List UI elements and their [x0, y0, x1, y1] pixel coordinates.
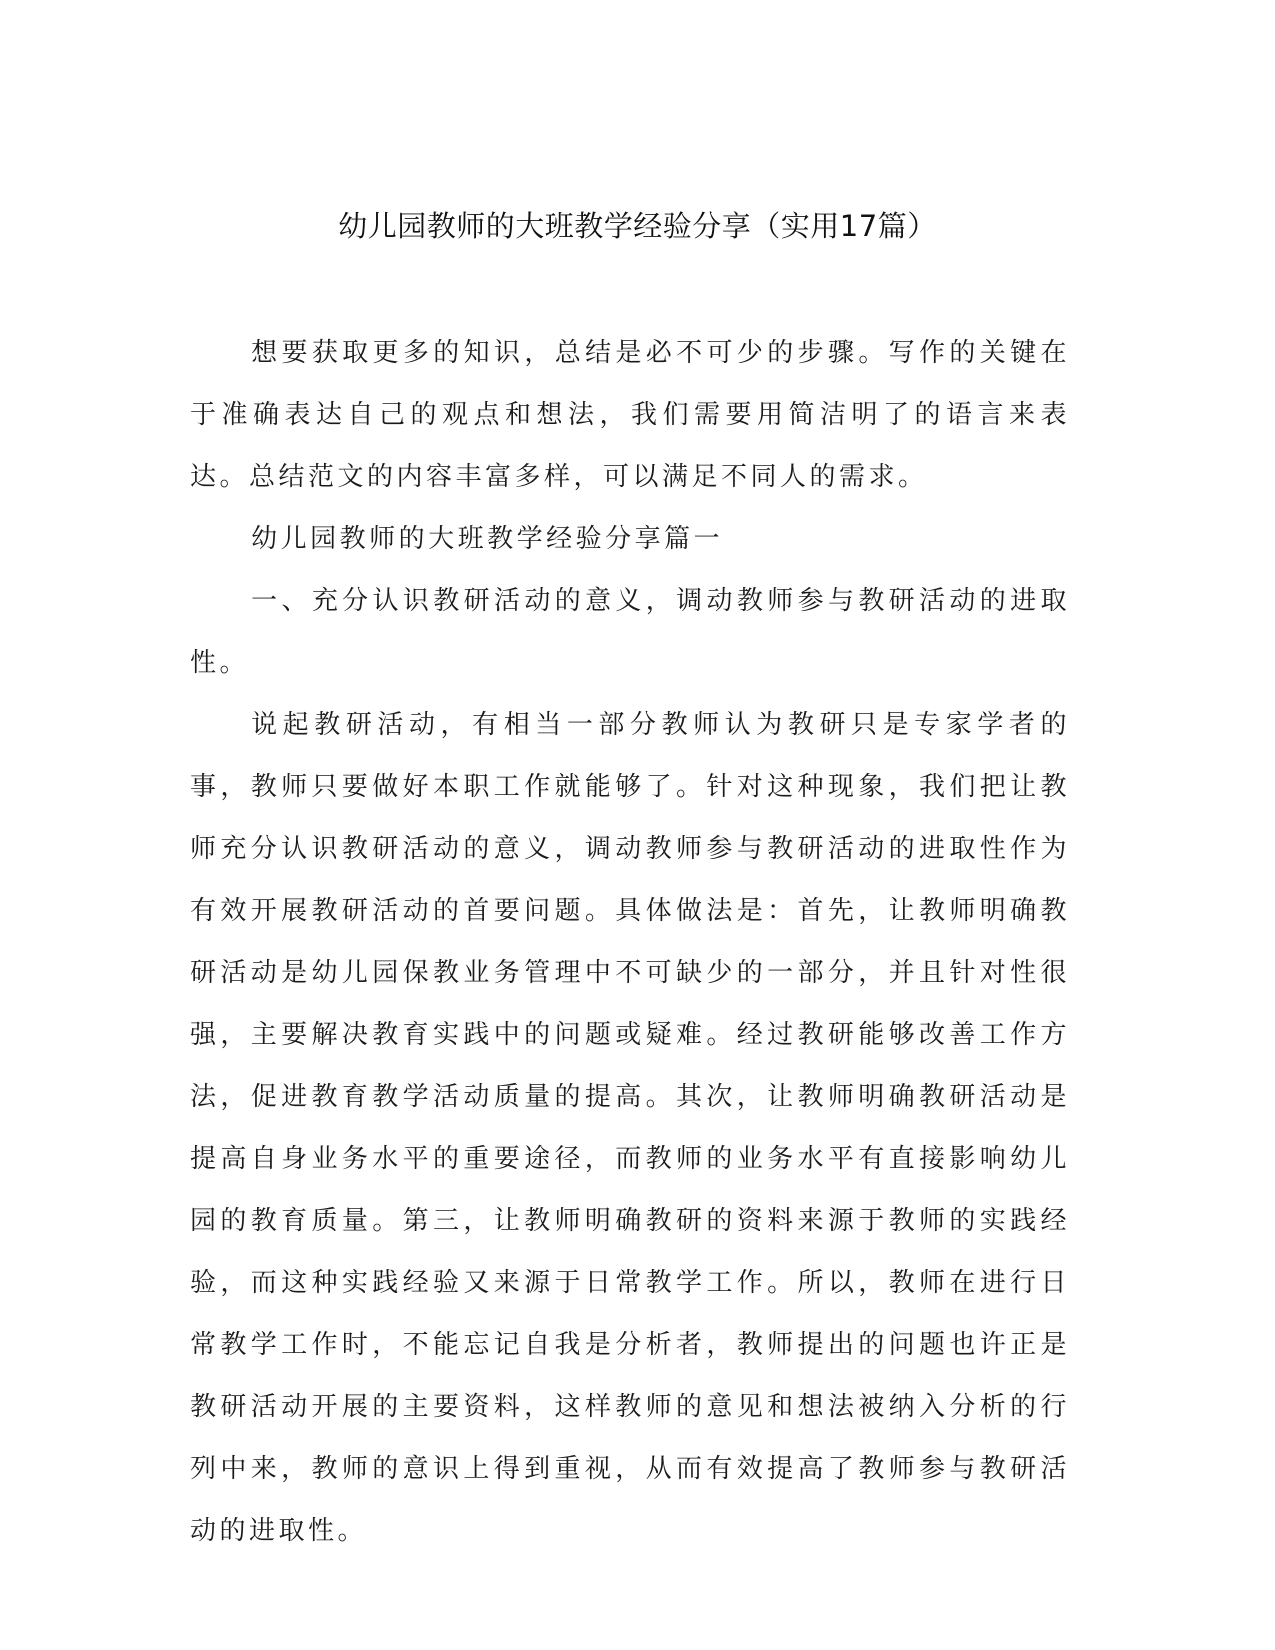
body-paragraph: 说起教研活动，有相当一部分教师认为教研只是专家学者的事，教师只要做好本职工作就能够了。针对这种现象，我们把让教师充分认识教研活动的意义，调动教师参与教研活动的进取性作为有效开展教研活动的首要问题。具体做法是：首先，让教师明确教研活动是幼儿园保教业务管理中不可缺少的一部分，并且针对性很强，主要解决教育实践中的问题或疑难。经过教研能够改善工作方法，促进教育教学活动质量的提高。其次，让教师明确教研活动是提高自身业务水平的重要途径，而教师的业务水平有直接影响幼儿园的教育质量。第三，让教师明确教研的资料来源于教师的实践经验，而这种实践经验又来源于日常教学工作。所以，教师在进行日常教学工作时，不能忘记自我是分析者，教师提出的问题也许正是教研活动开展的主要资料，这样教师的意见和想法被纳入分析的行列中来，教师的意识上得到重视，从而有效提高了教师参与教研活动的进取性。: [190, 710, 1070, 1546]
document-body: [190, 322, 1070, 1562]
section-heading: 幼儿园教师的大班教学经验分享篇一: [251, 524, 724, 554]
intro-paragraph: 想要获取更多的知识，总结是必不可少的步骤。写作的关键在于准确表达自己的观点和想法，我们需要用简洁明了的语言来表达。总结范文的内容丰富多样，可以满足不同人的需求。: [190, 338, 1070, 492]
subsection-heading: 一、充分认识教研活动的意义，调动教师参与教研活动的进取性。: [190, 586, 1070, 678]
document-title: 幼儿园教师的大班教学经验分享（实用17篇）: [338, 209, 937, 243]
